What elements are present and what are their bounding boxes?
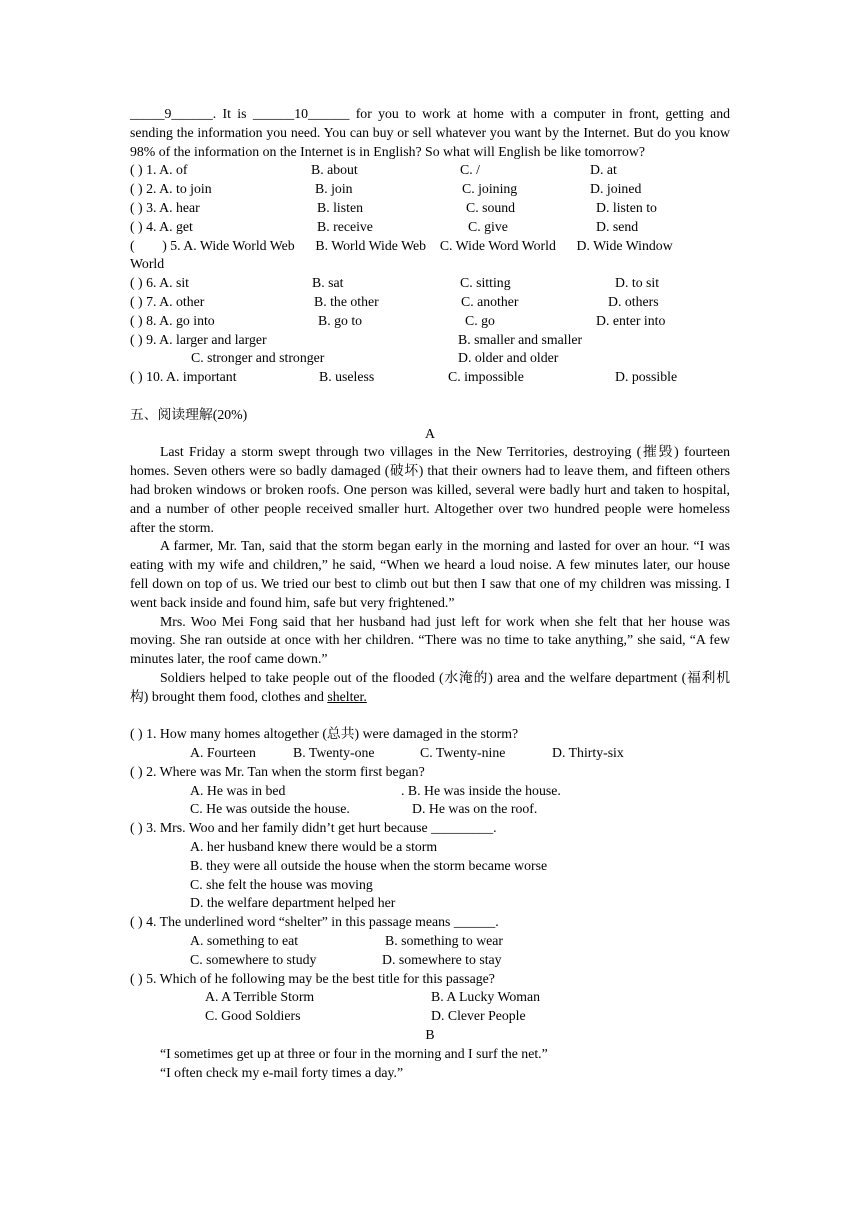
reading-question-5: ( ) 5. Which of he following may be the best title for this passage? <box>130 970 495 986</box>
page-content <box>130 105 730 1082</box>
cloze-question-10: ( ) 10. A. important B. useless C. impossible D. possible <box>130 369 678 385</box>
passage-a-para-1: Last Friday a storm swept through two villages in the New Territories, destroying (摧毁) fourteen homes. Seven others were so badly damaged (破坏) that their owners had to leave them, and fifteen others had broken windows or broken roofs. One person was killed, several were badly hurt and taken to hospital, and a number of other people received smaller hurt. Altogether over two hundred people were homeless after the storm. <box>130 444 730 535</box>
passage-a-para-3: Mrs. Woo Mei Fong said that her husband had just left for work when she felt that her house was moving. She ran outside at once with her children. “There was no time to take anything,” she said, “A few minutes later, the roof came down.” <box>130 613 730 667</box>
passage-a-para-2: A farmer, Mr. Tan, said that the storm began early in the morning and lasted for over an hour. “I was eating with my wife and children,” he said, “When we heard a loud noise. A few minutes later, our house fell down on top of us. We tried our best to climb out but then I saw that one of my children was missing. I went back inside and found him, safe but very frightened.” <box>130 538 730 610</box>
reading-question-2: ( ) 2. Where was Mr. Tan when the storm first began? <box>130 763 425 779</box>
cloze-passage-end: _____9______. It is ______10______ for you to work at home with a computer in front, getting and sending the information you need. You can buy or sell whatever you want by the Internet. But do you know 98% of the information on the Internet is in English? So what will English be like tomorrow? <box>130 106 730 159</box>
reading-question-2-options-a: A. He was in bed . B. He was inside the house. <box>190 782 561 798</box>
cloze-question-8: ( ) 8. A. go into B. go to C. go D. enter into <box>130 312 666 328</box>
cloze-question-5-wrap: World <box>130 256 165 272</box>
reading-question-2-options-b: C. He was outside the house. D. He was on the roof. <box>190 801 538 817</box>
cloze-question-7: ( ) 7. A. other B. the other C. another D. others <box>130 293 659 309</box>
passage-b-line-2: “I often check my e-mail forty times a day.” <box>160 1064 404 1080</box>
passage-b-label: B <box>425 1027 435 1043</box>
reading-question-3-option-c: C. she felt the house was moving <box>190 876 373 892</box>
reading-question-5-options-a: A. A Terrible Storm B. A Lucky Woman <box>205 989 541 1005</box>
cloze-question-9: ( ) 9. A. larger and larger B. smaller and smaller <box>130 331 583 347</box>
reading-question-4-options-b: C. somewhere to study D. somewhere to stay <box>190 951 502 967</box>
passage-a-para-4: Soldiers helped to take people out of the flooded (水淹的) area and the welfare department (福利机构) brought them food, clothes and shelter. <box>130 669 730 704</box>
reading-question-3: ( ) 3. Mrs. Woo and her family didn’t get hurt because _________. <box>130 820 497 836</box>
reading-question-5-options-b: C. Good Soldiers D. Clever People <box>205 1008 526 1024</box>
reading-question-1-options: A. Fourteen B. Twenty-one C. Twenty-nine D. Thirty-six <box>190 745 624 761</box>
passage-a-label: A <box>425 425 435 441</box>
reading-question-3-option-d: D. the welfare department helped her <box>190 895 396 911</box>
cloze-question-3: ( ) 3. A. hear B. listen C. sound D. listen to <box>130 199 657 215</box>
reading-question-3-option-b: B. they were all outside the house when the storm became worse <box>190 857 548 873</box>
section-title: 五、阅读理解(20%) <box>130 406 248 422</box>
cloze-question-9-cont: C. stronger and stronger D. older and older <box>191 350 559 366</box>
cloze-question-1: ( ) 1. A. of B. about C. / D. at <box>130 162 617 178</box>
cloze-question-2: ( ) 2. A. to join B. join C. joining D. joined <box>130 181 642 197</box>
cloze-question-5: ( ) 5. A. Wide World Web B. World Wide Web C. Wide Word World D. Wide Window <box>130 237 673 253</box>
underlined-word-shelter: shelter. <box>327 688 367 704</box>
cloze-question-4: ( ) 4. A. get B. receive C. give D. send <box>130 218 639 234</box>
reading-question-4: ( ) 4. The underlined word “shelter” in this passage means ______. <box>130 914 499 930</box>
reading-question-4-options-a: A. something to eat B. something to wear <box>190 933 504 949</box>
passage-b-line-1: “I sometimes get up at three or four in the morning and I surf the net.” <box>160 1045 548 1061</box>
reading-question-3-option-a: A. her husband knew there would be a storm <box>190 839 438 855</box>
reading-question-1: ( ) 1. How many homes altogether (总共) were damaged in the storm? <box>130 726 519 742</box>
cloze-question-6: ( ) 6. A. sit B. sat C. sitting D. to sit <box>130 275 660 291</box>
